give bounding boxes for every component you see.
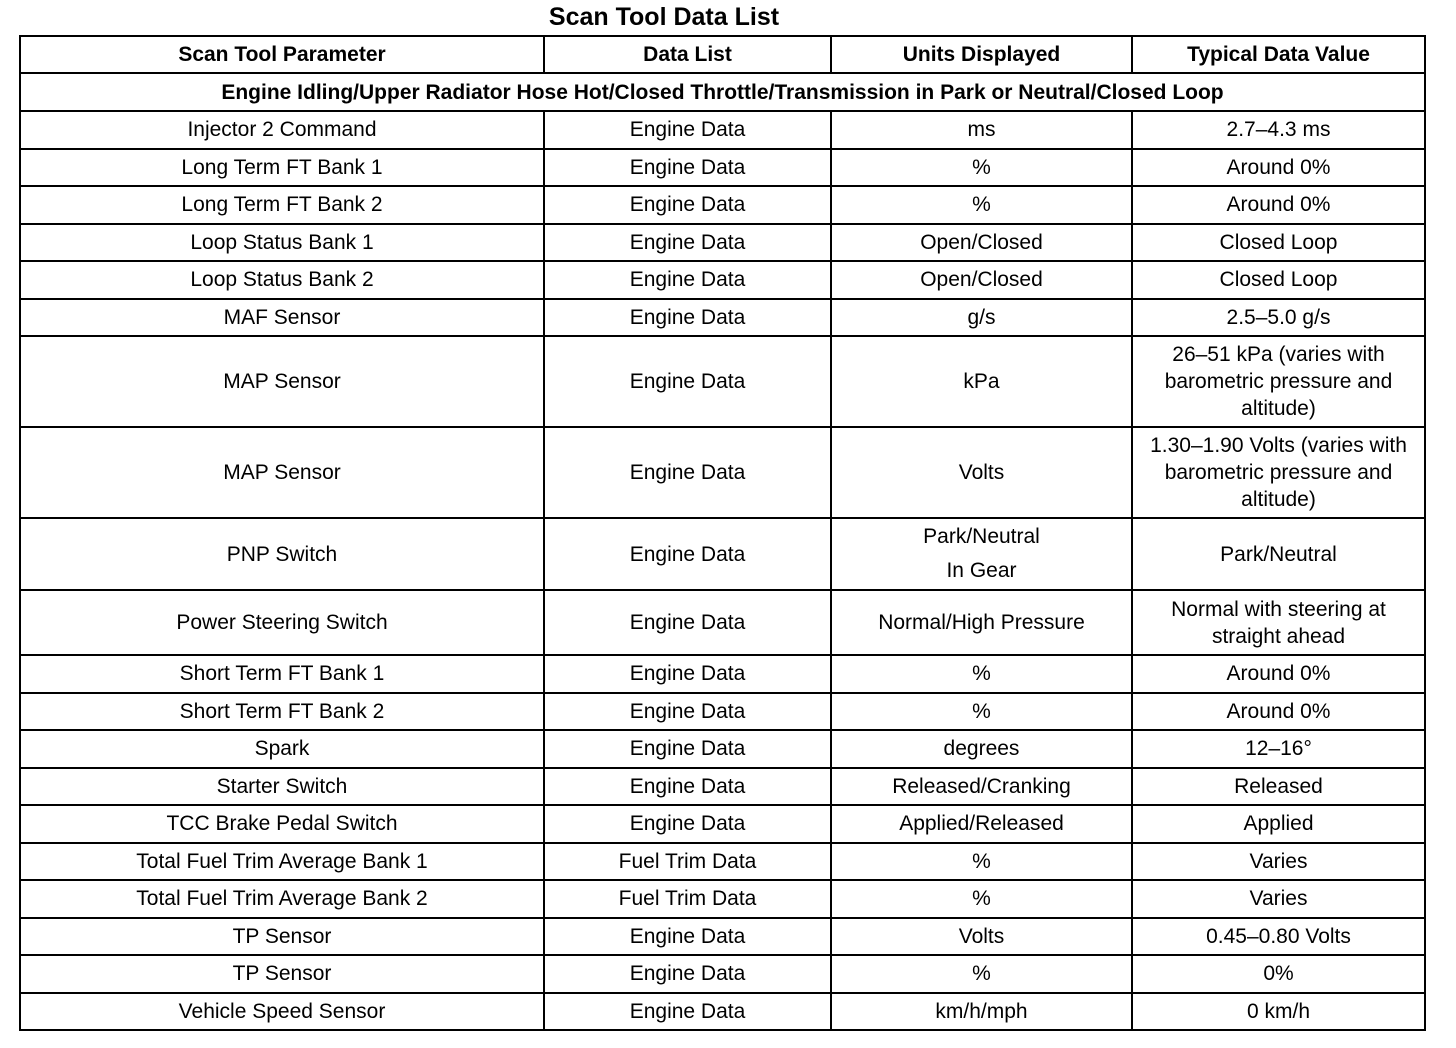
table-row xyxy=(20,843,1425,881)
cell-typical-value: 1.30–1.90 Volts (varies with barometric pressure and altitude) xyxy=(1132,427,1425,518)
cell-units: Volts xyxy=(831,427,1132,518)
cell-parameter: Long Term FT Bank 2 xyxy=(20,186,544,224)
cell-parameter: Vehicle Speed Sensor xyxy=(20,993,544,1031)
cell-parameter: Loop Status Bank 1 xyxy=(20,224,544,262)
cell-parameter: Total Fuel Trim Average Bank 1 xyxy=(20,843,544,881)
cell-data-list: Engine Data xyxy=(544,768,831,806)
cell-data-list: Engine Data xyxy=(544,111,831,149)
cell-parameter: MAF Sensor xyxy=(20,299,544,337)
table-row xyxy=(20,224,1425,262)
table-row xyxy=(20,299,1425,337)
table-row xyxy=(20,955,1425,993)
cell-typical-value: Released xyxy=(1132,768,1425,806)
cell-parameter: Power Steering Switch xyxy=(20,590,544,655)
cell-units: % xyxy=(831,186,1132,224)
header-units: Units Displayed xyxy=(831,36,1132,73)
cell-data-list: Engine Data xyxy=(544,805,831,843)
cell-data-list: Engine Data xyxy=(544,427,831,518)
header-typical-value: Typical Data Value xyxy=(1132,36,1425,73)
cell-typical-value: Closed Loop xyxy=(1132,224,1425,262)
condition-row xyxy=(20,73,1425,111)
cell-data-list: Engine Data xyxy=(544,261,831,299)
cell-typical-value: Around 0% xyxy=(1132,149,1425,187)
cell-data-list: Engine Data xyxy=(544,590,831,655)
table-row xyxy=(20,693,1425,731)
header-parameter: Scan Tool Parameter xyxy=(20,36,544,73)
cell-typical-value: Around 0% xyxy=(1132,655,1425,693)
table-row xyxy=(20,186,1425,224)
page-title: Scan Tool Data List xyxy=(548,3,780,31)
table-row xyxy=(20,336,1425,427)
scan-tool-data-table xyxy=(19,35,1426,1031)
cell-data-list: Engine Data xyxy=(544,186,831,224)
table-row xyxy=(20,993,1425,1031)
table-row xyxy=(20,730,1425,768)
cell-typical-value: 12–16° xyxy=(1132,730,1425,768)
cell-units: % xyxy=(831,655,1132,693)
table-row xyxy=(20,427,1425,518)
cell-units: kPa xyxy=(831,336,1132,427)
cell-units: Volts xyxy=(831,918,1132,956)
cell-parameter: Loop Status Bank 2 xyxy=(20,261,544,299)
cell-data-list: Engine Data xyxy=(544,955,831,993)
cell-data-list: Engine Data xyxy=(544,993,831,1031)
cell-parameter: MAP Sensor xyxy=(20,427,544,518)
cell-units: km/h/mph xyxy=(831,993,1132,1031)
cell-data-list: Engine Data xyxy=(544,149,831,187)
cell-units: Open/Closed xyxy=(831,261,1132,299)
cell-typical-value: Varies xyxy=(1132,880,1425,918)
cell-units: % xyxy=(831,149,1132,187)
cell-parameter: TP Sensor xyxy=(20,955,544,993)
cell-units: Applied/Released xyxy=(831,805,1132,843)
cell-parameter: Long Term FT Bank 1 xyxy=(20,149,544,187)
cell-typical-value: Varies xyxy=(1132,843,1425,881)
table-row xyxy=(20,111,1425,149)
cell-parameter: Starter Switch xyxy=(20,768,544,806)
table-header-row xyxy=(20,36,1425,73)
cell-parameter: TCC Brake Pedal Switch xyxy=(20,805,544,843)
header-data-list: Data List xyxy=(544,36,831,73)
cell-typical-value: Closed Loop xyxy=(1132,261,1425,299)
cell-parameter: Short Term FT Bank 1 xyxy=(20,655,544,693)
cell-units-line: In Gear xyxy=(946,559,1017,582)
cell-parameter: MAP Sensor xyxy=(20,336,544,427)
cell-data-list: Engine Data xyxy=(544,693,831,731)
table-row xyxy=(20,805,1425,843)
table-row xyxy=(20,655,1425,693)
table-row xyxy=(20,149,1425,187)
cell-typical-value: Normal with steering at straight ahead xyxy=(1132,590,1425,655)
cell-typical-value: 0.45–0.80 Volts xyxy=(1132,918,1425,956)
cell-units: ms xyxy=(831,111,1132,149)
cell-units: % xyxy=(831,693,1132,731)
cell-typical-value: 2.5–5.0 g/s xyxy=(1132,299,1425,337)
cell-data-list: Engine Data xyxy=(544,518,831,590)
cell-parameter: Short Term FT Bank 2 xyxy=(20,693,544,731)
cell-data-list: Engine Data xyxy=(544,336,831,427)
cell-parameter: Total Fuel Trim Average Bank 2 xyxy=(20,880,544,918)
cell-data-list: Engine Data xyxy=(544,730,831,768)
cell-data-list: Engine Data xyxy=(544,299,831,337)
cell-typical-value: Applied xyxy=(1132,805,1425,843)
cell-parameter: Injector 2 Command xyxy=(20,111,544,149)
cell-units: % xyxy=(831,843,1132,881)
cell-data-list: Fuel Trim Data xyxy=(544,880,831,918)
cell-parameter: TP Sensor xyxy=(20,918,544,956)
table-row xyxy=(20,590,1425,655)
cell-typical-value: 2.7–4.3 ms xyxy=(1132,111,1425,149)
cell-units: % xyxy=(831,955,1132,993)
cell-typical-value: Around 0% xyxy=(1132,186,1425,224)
condition-text: Engine Idling/Upper Radiator Hose Hot/Closed Throttle/Transmission in Park or Neutral/Closed Loop xyxy=(20,73,1425,111)
cell-units: Released/Cranking xyxy=(831,768,1132,806)
cell-units: % xyxy=(831,880,1132,918)
cell-typical-value: 0% xyxy=(1132,955,1425,993)
cell-typical-value: 26–51 kPa (varies with barometric pressure and altitude) xyxy=(1132,336,1425,427)
cell-units: degrees xyxy=(831,730,1132,768)
table-row xyxy=(20,518,1425,590)
cell-typical-value: Around 0% xyxy=(1132,693,1425,731)
cell-data-list: Engine Data xyxy=(544,918,831,956)
cell-data-list: Engine Data xyxy=(544,655,831,693)
cell-units: Open/Closed xyxy=(831,224,1132,262)
cell-units: g/s xyxy=(831,299,1132,337)
cell-typical-value: Park/Neutral xyxy=(1132,518,1425,590)
table-row xyxy=(20,880,1425,918)
cell-parameter: Spark xyxy=(20,730,544,768)
table-row xyxy=(20,261,1425,299)
cell-units xyxy=(831,518,1132,590)
cell-typical-value: 0 km/h xyxy=(1132,993,1425,1031)
table-row xyxy=(20,918,1425,956)
table-row xyxy=(20,768,1425,806)
cell-parameter: PNP Switch xyxy=(20,518,544,590)
cell-units-line: Park/Neutral xyxy=(923,525,1040,548)
cell-data-list: Fuel Trim Data xyxy=(544,843,831,881)
cell-data-list: Engine Data xyxy=(544,224,831,262)
cell-units: Normal/High Pressure xyxy=(831,590,1132,655)
